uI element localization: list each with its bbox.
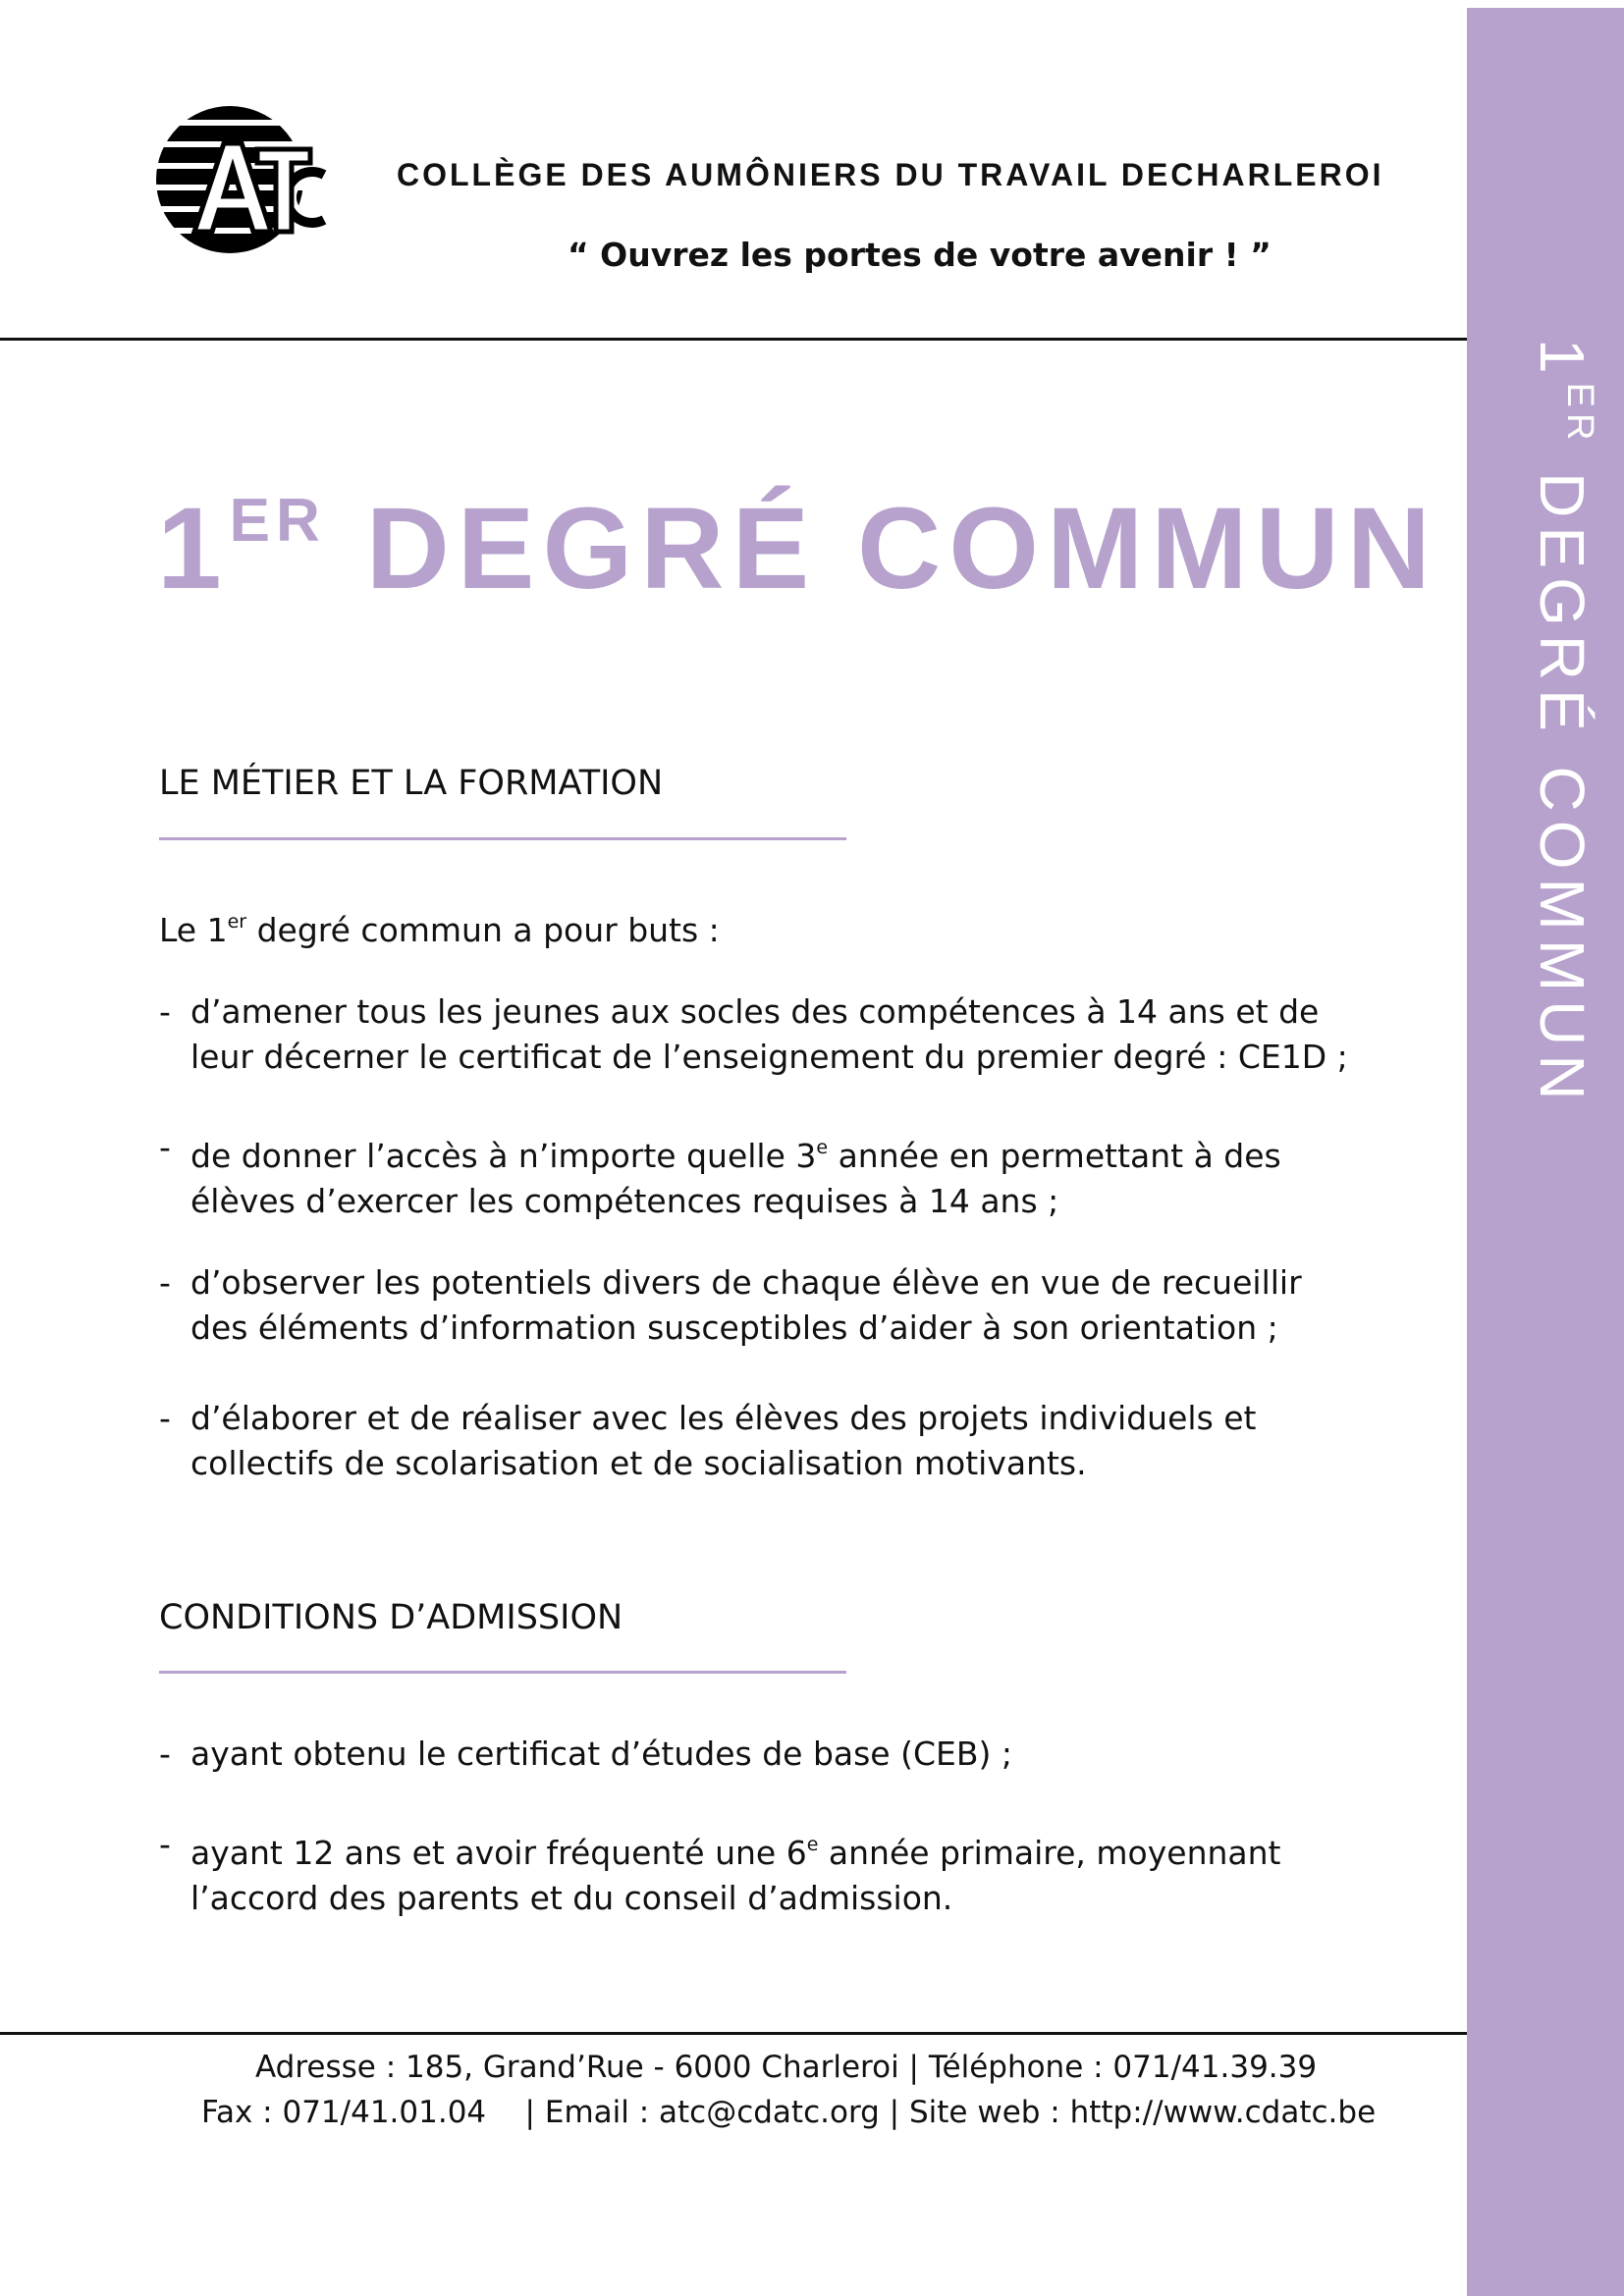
sidebar-title-superscript: ER (1559, 382, 1600, 447)
intro-text-rest: degré commun a pour buts : (246, 911, 720, 949)
list-item (159, 989, 1367, 1080)
intro-text: Le 1 (159, 911, 228, 949)
college-logo (155, 104, 350, 256)
svg-text:ATC: ATC (155, 104, 157, 105)
section-heading-admission: CONDITIONS D’ADMISSION (159, 1598, 623, 1637)
list-item-text: ayant 12 ans et avoir fréquenté une 6e année primaire, moyennant l’accord des parents et du conseil d’admission. (190, 1834, 1281, 1917)
list-item-text: de donner l’accès à n’importe quelle 3e année en permettant à des élèves d’exercer les compétences requises à 14 ans ; (190, 1137, 1281, 1220)
list-item (159, 1732, 1367, 1777)
bullet-dash: - (159, 1735, 171, 1773)
bullet-dash: - (159, 1263, 171, 1302)
footer-contact: Fax : 071/41.01.04 | Email : atc@cdatc.org | Site web : http://www.cdatc.be (201, 2095, 1377, 2130)
bullet-dash: - (159, 1399, 171, 1437)
section-heading-underline (159, 1671, 846, 1674)
bullet-dash: - (159, 1128, 171, 1166)
intro-superscript: er (227, 911, 247, 933)
list-item-text: d’amener tous les jeunes aux socles des compétences à 14 ans et de leur décerner le certificat de l’enseignement du premier degré : CE1D ; (190, 992, 1348, 1076)
header-divider (0, 338, 1467, 341)
page-title (157, 484, 1439, 614)
footer-divider (0, 2032, 1467, 2035)
slogan: “ Ouvrez les portes de votre avenir ! ” (568, 236, 1272, 274)
section-heading-underline (159, 837, 846, 840)
bullet-dash: - (159, 992, 171, 1031)
list-item (159, 1396, 1367, 1486)
page-title-text: DEGRÉ COMMUN (365, 484, 1439, 614)
sidebar-title (1527, 339, 1600, 1109)
intro-paragraph (159, 899, 720, 953)
sidebar-title-number: 1 (1527, 339, 1597, 383)
section-heading-formation: LE MÉTIER ET LA FORMATION (159, 764, 664, 803)
sidebar-title-text: DEGRÉ COMMUN (1527, 472, 1597, 1109)
page-title-number: 1 (157, 484, 230, 614)
list-item-text: ayant obtenu le certificat d’études de base (CEB) ; (190, 1735, 1012, 1773)
list-item (159, 1260, 1367, 1351)
college-name: COLLÈGE DES AUMÔNIERS DU TRAVAIL DECHARLEROI (397, 157, 1384, 192)
bullet-dash: - (159, 1825, 171, 1863)
list-item-text: d’observer les potentiels divers de chaque élève en vue de recueillir des éléments d’information susceptibles d’aider à son orientation ; (190, 1263, 1302, 1347)
list-item (159, 1822, 1367, 1921)
list-item (159, 1125, 1367, 1224)
page-title-superscript: ER (229, 487, 326, 555)
footer-address: Adresse : 185, Grand’Rue - 6000 Charleroi | Téléphone : 071/41.39.39 (255, 2050, 1318, 2085)
list-item-text: d’élaborer et de réaliser avec les élèves des projets individuels et collectifs de scolarisation et de socialisation motivants. (190, 1399, 1257, 1482)
